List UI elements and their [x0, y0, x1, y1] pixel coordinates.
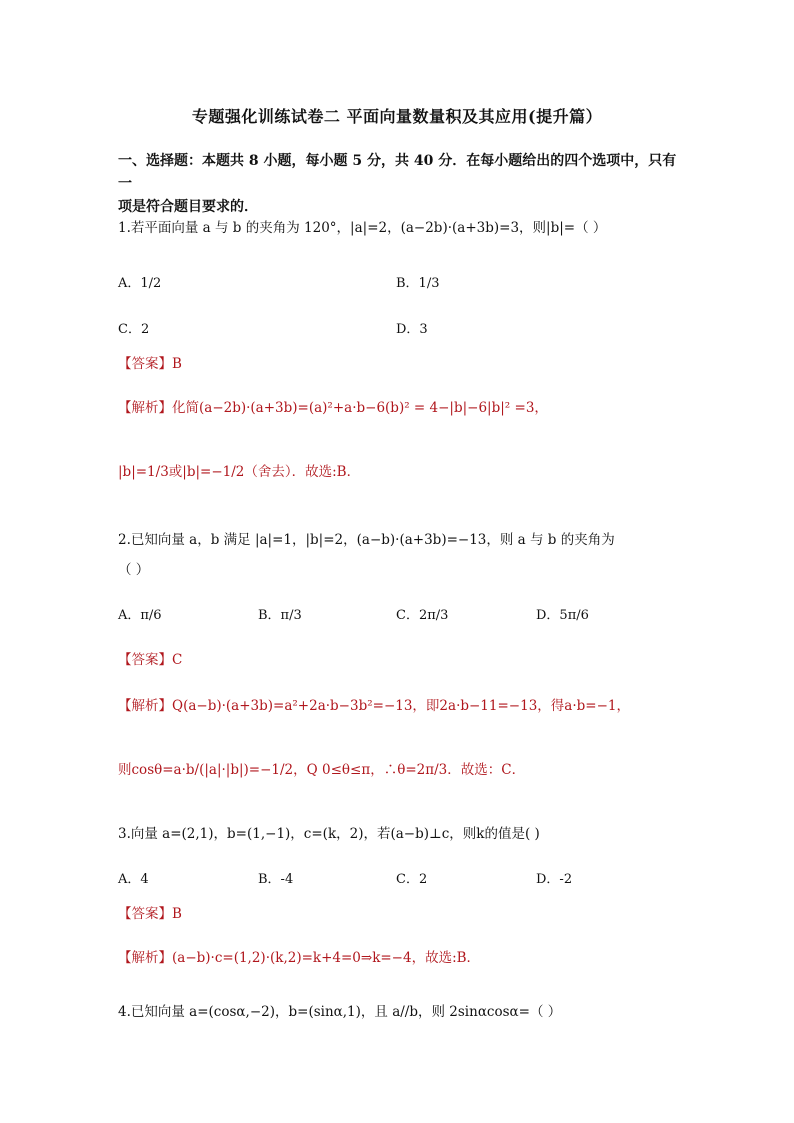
q2-option-a: A．π/6 — [118, 608, 162, 623]
q2-stem-line1: 2.已知向量 a，b 满足 |a|=1，|b|=2，(a−b)·(a+3b)=−13，则 a 与 b 的夹角为 — [118, 532, 615, 548]
q3-option-d: D．-2 — [536, 872, 573, 887]
q1-stem: 1.若平面向量 a 与 b 的夹角为 120°，|a|=2，(a−2b)·(a+3b)=3，则|b|=（ ） — [118, 220, 607, 236]
q3-option-c: C．2 — [396, 872, 428, 887]
q2-stem-line2: （ ） — [118, 562, 150, 578]
q2-option-d: D．5π/6 — [536, 608, 589, 623]
q1-option-b: B．1/3 — [396, 276, 440, 291]
section-heading — [118, 150, 684, 219]
q2-analysis-line1: 【解析】Q(a−b)·(a+3b)=a²+2a·b−3b²=−13，即2a·b−11=−13，得a·b=−1， — [118, 698, 630, 714]
q1-answer: 【答案】B — [118, 356, 182, 372]
q3-option-b: B．-4 — [258, 872, 294, 887]
page-title: 专题强化训练试卷二 平面向量数量积及其应用(提升篇） — [191, 107, 603, 126]
q2-option-c: C．2π/3 — [396, 608, 449, 623]
section-heading-line1: 一、选择题：本题共 8 小题，每小题 5 分，共 40 分．在每小题给出的四个选项中，只有一 — [118, 153, 677, 192]
section-heading-line2: 项是符合题目要求的． — [118, 199, 258, 215]
q2-answer: 【答案】C — [118, 652, 183, 668]
q3-analysis: 【解析】(a−b)·c=(1,2)·(k,2)=k+4=0⇒k=−4，故选:B． — [118, 950, 481, 966]
q1-option-d: D．3 — [396, 322, 428, 337]
q1-option-a: A．1/2 — [118, 276, 162, 291]
q4-stem: 4.已知向量 a=(cosα,−2)，b=(sinα,1)，且 a//b，则 2sinαcosα=（ ） — [118, 1004, 562, 1020]
q2-analysis-line2: 则cosθ=a·b/(|a|·|b|)=−1/2，Q 0≤θ≤π，∴θ=2π/3．故选：C． — [118, 762, 526, 778]
q1-option-c: C．2 — [118, 322, 150, 337]
q2-option-b: B．π/3 — [258, 608, 302, 623]
q3-answer: 【答案】B — [118, 906, 182, 922]
q1-analysis-line1: 【解析】化简(a−2b)·(a+3b)=(a)²+a·b−6(b)² = 4−|b|−6|b|² =3， — [118, 400, 548, 416]
q3-stem: 3.向量 a=(2,1)，b=(1,−1)，c=(k，2)，若(a−b)⊥c，则k的值是( ) — [118, 826, 540, 842]
q1-analysis-line2: |b|=1/3或|b|=−1/2（舍去）．故选:B． — [118, 464, 361, 480]
q3-option-a: A．4 — [118, 872, 149, 887]
